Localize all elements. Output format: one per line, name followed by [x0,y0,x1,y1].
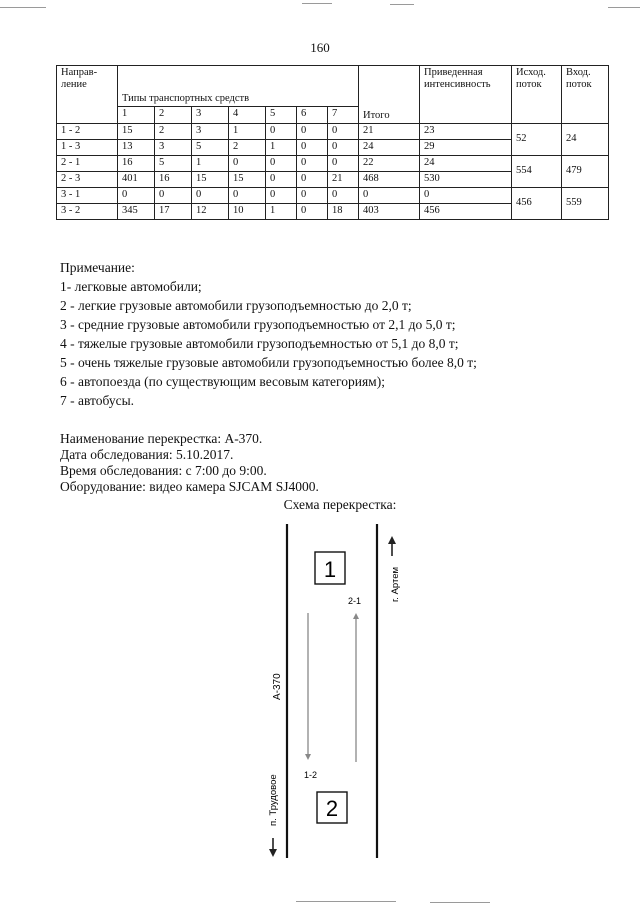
table-cell: 15 [118,124,155,140]
table-cell: 12 [192,204,229,220]
table-cell: 1 [229,124,266,140]
flow-label-1-2: 1-2 [304,770,318,780]
table-cell: 0 [328,124,359,140]
table-cell: 2 [229,140,266,156]
table-cell: 3 [192,124,229,140]
survey-intersection: Наименование перекрестка: А-370. [60,431,263,446]
flow-incoming: 24 [562,124,609,156]
header-direction [57,66,118,124]
table-cell: 16 [118,156,155,172]
table-cell: 345 [118,204,155,220]
row-reduced: 29 [420,140,512,156]
table-cell: 1 [192,156,229,172]
header-reduced-intensity: Приведенная интенсивность [420,66,512,124]
table-cell: 10 [229,204,266,220]
node-1-label: 1 [323,557,337,582]
flow-incoming: 479 [562,156,609,188]
table-cell: 0 [118,188,155,204]
table-cell: 0 [266,188,297,204]
notes-block [60,258,477,410]
table-row [57,188,609,204]
row-direction: 2 - 3 [57,172,118,188]
table-cell: 0 [266,172,297,188]
row-total: 24 [359,140,420,156]
scan-artifact [0,7,46,8]
header-total: Итого [359,66,420,124]
row-reduced: 23 [420,124,512,140]
table-cell: 15 [192,172,229,188]
table-cell: 2 [155,124,192,140]
header-incoming-flow: Вход. поток [562,66,609,124]
road-name-label: А-370 [272,673,283,700]
header-type-1: 1 [118,107,155,124]
header-type-3: 3 [192,107,229,124]
flow-outgoing: 554 [512,156,562,188]
row-direction: 2 - 1 [57,156,118,172]
row-reduced: 530 [420,172,512,188]
scan-artifact [608,7,640,8]
table-cell: 16 [155,172,192,188]
table-cell: 0 [229,188,266,204]
row-total: 21 [359,124,420,140]
survey-time: Время обследования: с 7:00 до 9:00. [60,463,267,478]
table-cell: 401 [118,172,155,188]
header-type-6: 6 [297,107,328,124]
flow-outgoing: 456 [512,188,562,220]
survey-info [60,431,319,495]
note-item: 7 - автобусы. [60,393,135,408]
row-direction: 3 - 2 [57,204,118,220]
page-number: 160 [310,40,330,55]
header-direction-text: Направ- ление [61,67,98,91]
intersection-scheme [240,520,420,865]
direction-left-label: п. Трудовое [268,774,279,826]
table-row [57,124,609,140]
header-type-4: 4 [229,107,266,124]
survey-date: Дата обследования: 5.10.2017. [60,447,234,462]
table-cell: 1 [266,140,297,156]
table-cell: 0 [297,124,328,140]
scheme-title: Схема перекрестка: [283,497,397,512]
table-cell: 0 [229,156,266,172]
table-cell: 3 [155,140,192,156]
table-cell: 0 [266,124,297,140]
table-cell: 0 [328,140,359,156]
table-cell: 1 [266,204,297,220]
note-item: 4 - тяжелые грузовые автомобили грузоподъемностью от 5,1 до 8,0 т; [60,336,459,351]
notes-title: Примечание: [60,260,135,275]
flow-label-2-1: 2-1 [348,596,362,606]
header-type-7: 7 [328,107,359,124]
header-outgoing-flow: Исход. поток [512,66,562,124]
table-cell: 5 [192,140,229,156]
traffic-table [56,65,609,220]
note-item: 3 - средние грузовые автомобили грузоподъемностью от 2,1 до 5,0 т; [60,317,456,332]
row-total: 22 [359,156,420,172]
row-reduced: 456 [420,204,512,220]
table-cell: 0 [192,188,229,204]
row-direction: 1 - 2 [57,124,118,140]
table-cell: 0 [297,204,328,220]
table-cell: 0 [297,156,328,172]
row-total: 0 [359,188,420,204]
table-cell: 21 [328,172,359,188]
table-cell: 18 [328,204,359,220]
table-cell: 15 [229,172,266,188]
table-header-row [57,66,609,107]
table-cell: 0 [297,140,328,156]
table-cell: 0 [266,156,297,172]
row-reduced: 24 [420,156,512,172]
row-direction: 1 - 3 [57,140,118,156]
header-type-5: 5 [266,107,297,124]
survey-equipment: Оборудование: видео камера SJCAM SJ4000. [60,479,319,494]
table-cell: 0 [155,188,192,204]
table-cell: 0 [328,156,359,172]
header-type-2: 2 [155,107,192,124]
row-total: 403 [359,204,420,220]
node-2-label: 2 [325,796,339,821]
row-total: 468 [359,172,420,188]
table-cell: 13 [118,140,155,156]
scan-artifact [390,4,414,5]
note-item: 6 - автопоезда (по существующим весовым категориям); [60,374,385,389]
note-item: 2 - легкие грузовые автомобили грузоподъемностью до 2,0 т; [60,298,412,313]
note-item: 5 - очень тяжелые грузовые автомобили грузоподъемностью более 8,0 т; [60,355,477,370]
table-cell: 0 [297,172,328,188]
scan-artifact [430,902,490,903]
scan-artifact [302,3,332,4]
table-row [57,156,609,172]
scan-artifact [296,901,396,902]
table-cell: 17 [155,204,192,220]
row-reduced: 0 [420,188,512,204]
note-item: 1- легковые автомобили; [60,279,202,294]
direction-right-label: г. Артем [390,566,401,602]
flow-outgoing: 52 [512,124,562,156]
table-cell: 0 [328,188,359,204]
row-direction: 3 - 1 [57,188,118,204]
table-cell: 5 [155,156,192,172]
table-cell: 0 [297,188,328,204]
flow-incoming: 559 [562,188,609,220]
header-vehicle-types: Типы транспортных средств [118,66,359,107]
